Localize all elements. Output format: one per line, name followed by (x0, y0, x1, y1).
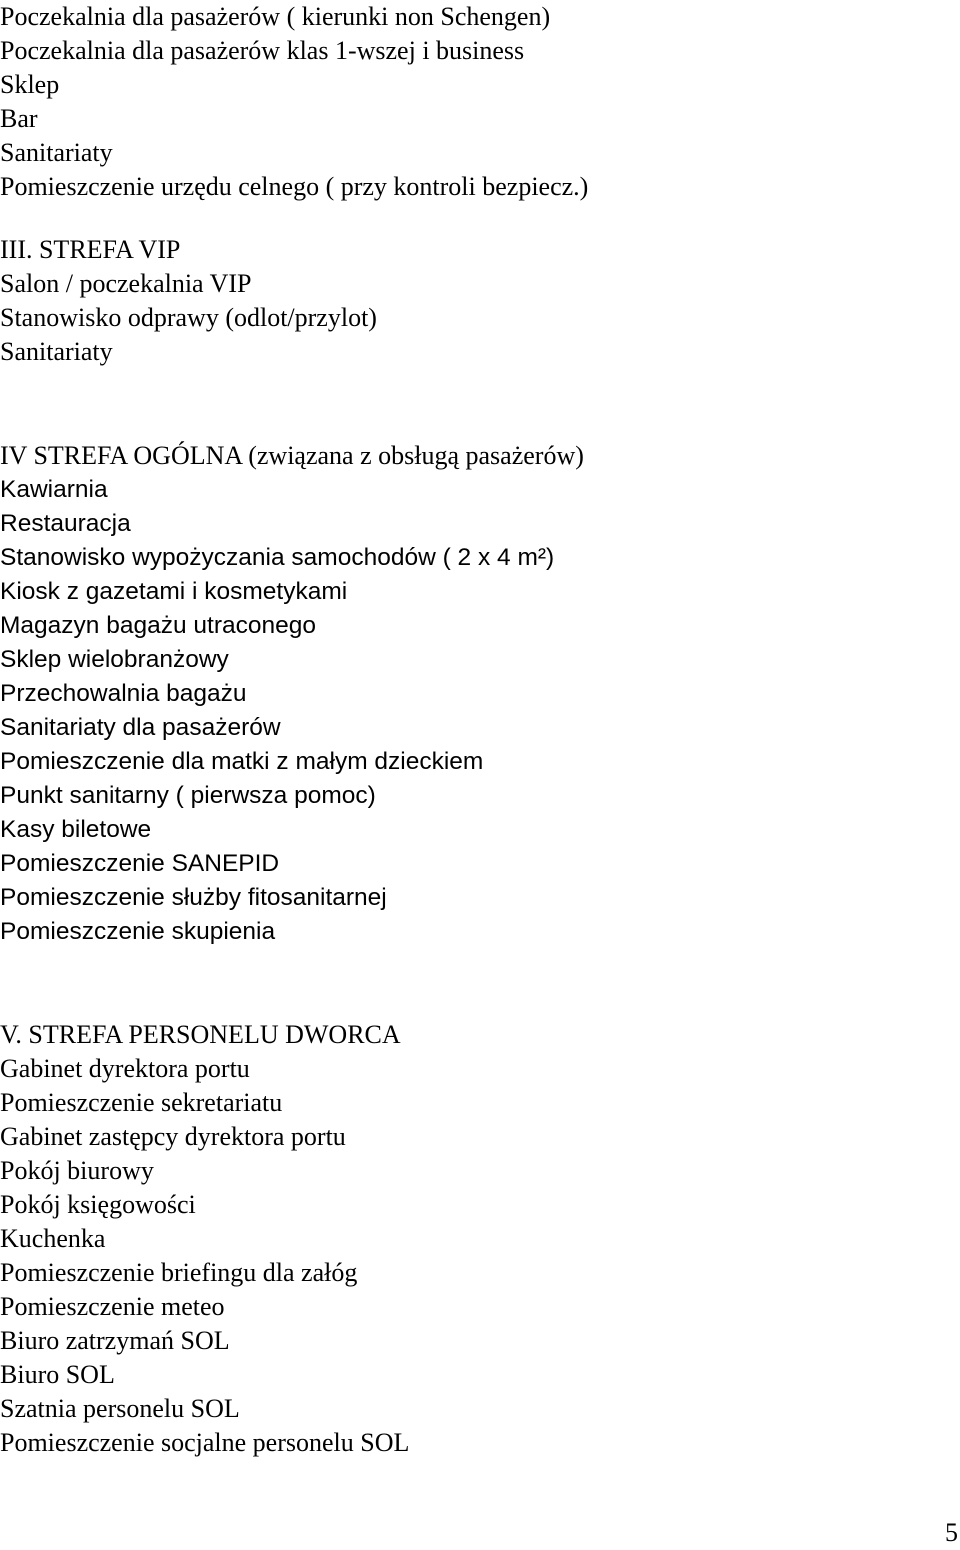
vip-zone-heading: III. STREFA VIP (0, 235, 181, 264)
list-item: Restauracja (0, 510, 131, 537)
list-item: Pomieszczenie meteo (0, 1292, 225, 1321)
list-item: Kawiarnia (0, 476, 108, 503)
list-item: Kuchenka (0, 1224, 106, 1253)
list-item: Pomieszczenie SANEPID (0, 850, 280, 877)
list-item: Poczekalnia dla pasażerów ( kierunki non Schengen) (0, 2, 551, 31)
list-item: Punkt sanitarny ( pierwsza pomoc) (0, 782, 376, 809)
list-item: Sanitariaty (0, 337, 113, 366)
staff-zone-heading: V. STREFA PERSONELU DWORCA (0, 1020, 401, 1049)
list-item: Pomieszczenie briefingu dla załóg (0, 1258, 358, 1287)
vip-zone-section (0, 233, 377, 369)
general-zone-section (0, 439, 584, 949)
list-item: Poczekalnia dla pasażerów klas 1-wszej i business (0, 36, 525, 65)
general-zone-heading: IV STREFA OGÓLNA (związana z obsługą pasażerów) (0, 441, 584, 470)
list-item: Sklep (0, 70, 60, 99)
list-item: Przechowalnia bagażu (0, 680, 247, 707)
list-item: Kasy biletowe (0, 816, 152, 843)
top-room-list (0, 0, 588, 204)
list-item: Biuro SOL (0, 1360, 115, 1389)
list-item: Biuro zatrzymań SOL (0, 1326, 230, 1355)
list-item: Stanowisko odprawy (odlot/przylot) (0, 303, 377, 332)
list-item: Pomieszczenie urzędu celnego ( przy kontroli bezpiecz.) (0, 172, 589, 201)
list-item: Szatnia personelu SOL (0, 1394, 240, 1423)
list-item: Gabinet dyrektora portu (0, 1054, 250, 1083)
list-item: Pokój biurowy (0, 1156, 154, 1185)
list-item: Pomieszczenie sekretariatu (0, 1088, 283, 1117)
list-item: Bar (0, 104, 38, 133)
list-item: Gabinet zastępcy dyrektora portu (0, 1122, 346, 1151)
list-item: Sanitariaty (0, 138, 113, 167)
page-number: 5 (945, 1518, 958, 1547)
list-item: Pokój księgowości (0, 1190, 196, 1219)
general-zone-list (0, 473, 584, 949)
staff-zone-section (0, 1018, 409, 1460)
list-item: Pomieszczenie dla matki z małym dzieckiem (0, 748, 484, 775)
list-item: Sklep wielobranżowy (0, 646, 229, 673)
list-item: Salon / poczekalnia VIP (0, 269, 252, 298)
list-item: Pomieszczenie socjalne personelu SOL (0, 1428, 410, 1457)
list-item: Pomieszczenie skupienia (0, 918, 276, 945)
list-item: Kiosk z gazetami i kosmetykami (0, 578, 348, 605)
list-item: Pomieszczenie służby fitosanitarnej (0, 884, 387, 911)
list-item: Sanitariaty dla pasażerów (0, 714, 281, 741)
list-item: Stanowisko wypożyczania samochodów ( 2 x 4 m²) (0, 544, 555, 571)
list-item: Magazyn bagażu utraconego (0, 612, 316, 639)
